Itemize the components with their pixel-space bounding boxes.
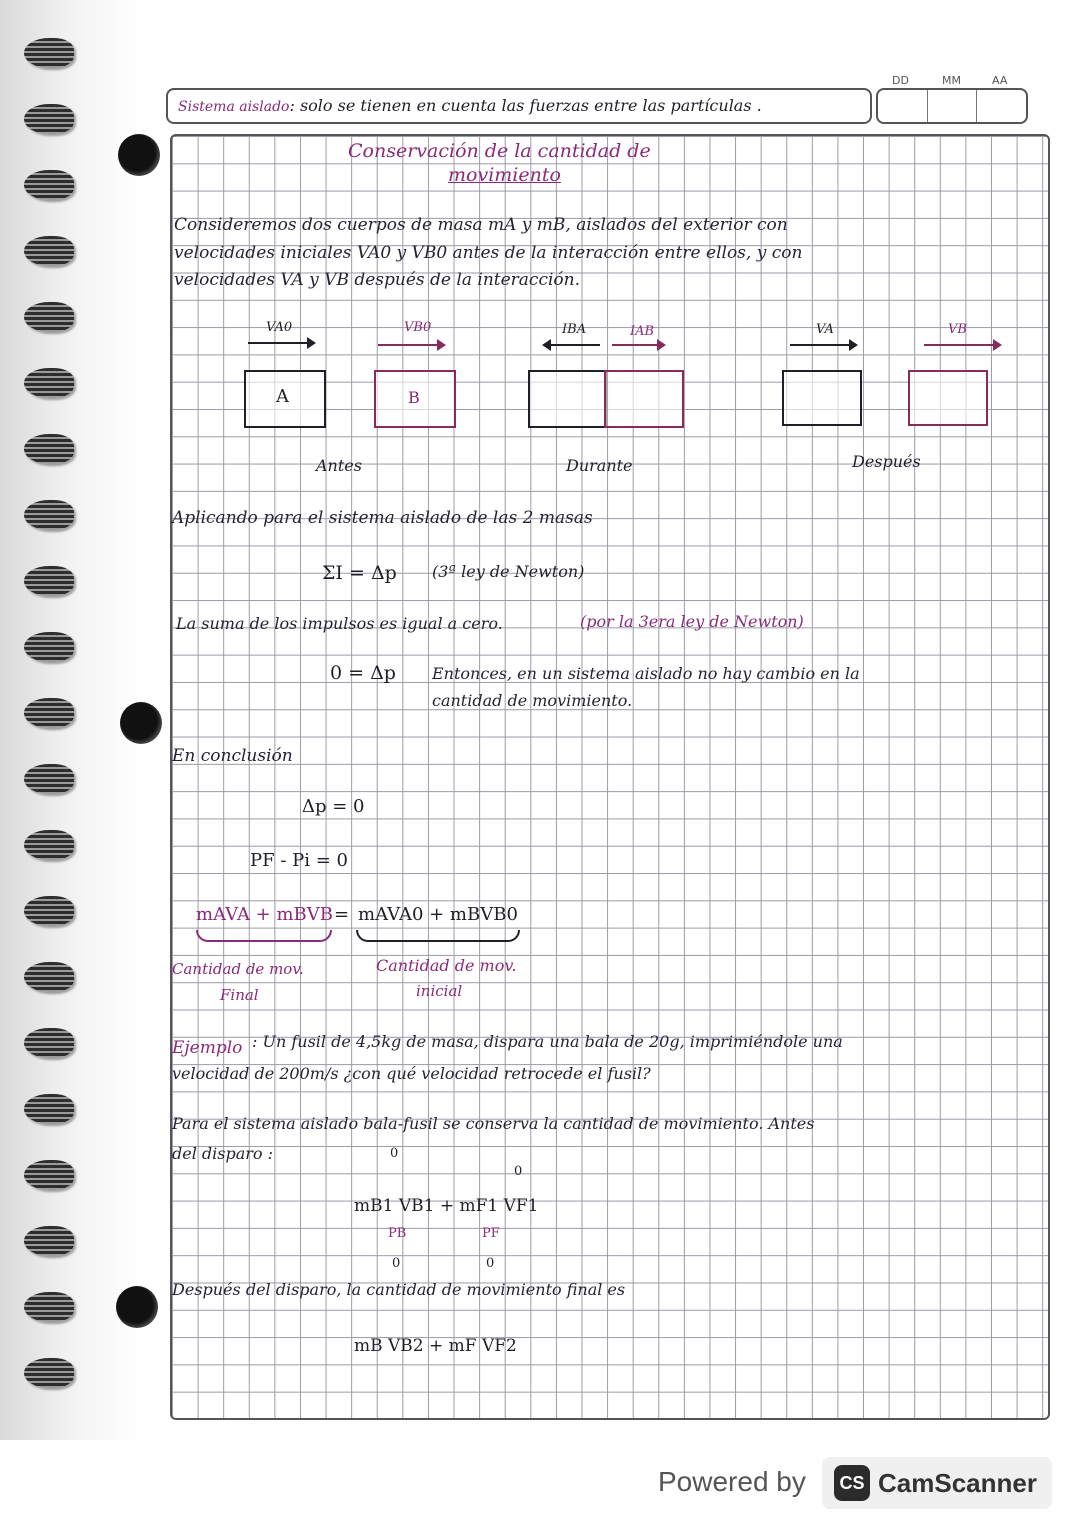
- arrow-va: [790, 344, 856, 346]
- box-b-after: [908, 370, 988, 426]
- label-after: Después: [852, 452, 921, 471]
- date-cell: [878, 90, 928, 122]
- powered-by-text: Powered by: [658, 1466, 806, 1497]
- page-title-line1: Conservación de la cantidad de: [348, 140, 651, 162]
- example-label: Ejemplo: [172, 1038, 243, 1058]
- date-cell: [928, 90, 978, 122]
- box-a-after: [782, 370, 862, 426]
- label-vb: VB: [948, 322, 967, 337]
- box-a-label: A: [276, 386, 289, 407]
- spiral-coil: [24, 632, 74, 662]
- box-b-during: [604, 370, 684, 428]
- spiral-coil: [24, 500, 74, 530]
- spiral-coil: [24, 236, 74, 266]
- spiral-coil: [24, 764, 74, 794]
- then-text-line2: cantidad de movimiento.: [432, 691, 633, 710]
- conclusion-label: En conclusión: [172, 746, 293, 766]
- spiral-coil: [24, 1094, 74, 1124]
- arrow-va0: [248, 342, 314, 344]
- label-vb0: VB0: [404, 320, 432, 335]
- label-iab: IAB: [630, 324, 655, 339]
- label-pb: PB: [388, 1226, 407, 1241]
- spiral-coil: [24, 566, 74, 596]
- label-va0: VA0: [266, 320, 293, 335]
- intro-line-2: velocidades iniciales VA0 y VB0 antes de la interacción entre ellos, y con: [174, 243, 803, 263]
- spiral-coil: [24, 1292, 74, 1322]
- label-during: Durante: [566, 456, 633, 475]
- box-a-before: [244, 370, 326, 428]
- label-iba: IBA: [562, 322, 587, 337]
- example-line1: : Un fusil de 4,5kg de masa, dispara una bala de 20g, imprimiéndole una: [252, 1032, 843, 1051]
- zero-over-mb: 0: [390, 1146, 399, 1161]
- camscanner-brand-name: CamScanner: [878, 1467, 1037, 1498]
- equation-before-shot: mB1 VB1 + mF1 VF1: [354, 1196, 539, 1216]
- definition-text: : solo se tienen en cuenta las fuerzas entre las partículas .: [289, 96, 762, 115]
- equation-pf-pi: PF - Pi = 0: [250, 850, 348, 871]
- arrow-iab: [612, 344, 664, 346]
- arrow-vb: [924, 344, 1000, 346]
- date-box: [876, 88, 1028, 124]
- date-label-year: AA: [992, 74, 1008, 87]
- arrow-iba: [544, 344, 600, 346]
- zero-over-mf: 0: [514, 1164, 523, 1179]
- spiral-coil: [24, 830, 74, 860]
- spiral-coil: [24, 104, 74, 134]
- punch-hole: [118, 134, 160, 176]
- spiral-coil: [24, 698, 74, 728]
- final-momentum-label-1: Cantidad de mov.: [172, 960, 304, 978]
- equation-impulse: ΣI = Δp: [322, 562, 397, 584]
- equation-delta-p-zero: Δp = 0: [302, 796, 365, 817]
- box-b-before: [374, 370, 456, 428]
- label-va: VA: [816, 322, 834, 337]
- spiral-binding: [24, 30, 84, 1430]
- spiral-coil: [24, 302, 74, 332]
- equation-final-momentum: mAVA + mBVB: [196, 904, 333, 925]
- zero-under-pb: 0: [392, 1256, 401, 1271]
- label-pf: PF: [482, 1226, 500, 1241]
- equation-initial-momentum: mAVA0 + mBVB0: [358, 904, 518, 925]
- example-text1: Para el sistema aislado bala-fusil se conserva la cantidad de movimiento. Antes: [172, 1114, 815, 1133]
- impulse-sum-note: (por la 3era ley de Newton): [580, 612, 804, 631]
- label-before: Antes: [316, 456, 362, 475]
- spiral-coil: [24, 38, 74, 68]
- example-line2: velocidad de 200m/s ¿con qué velocidad retrocede el fusil?: [172, 1064, 651, 1083]
- page-title-line2: movimiento: [448, 164, 561, 186]
- after-shot-text: Después del disparo, la cantidad de movimiento final es: [172, 1280, 626, 1299]
- then-text-line1: Entonces, en un sistema aislado no hay cambio en la: [432, 664, 860, 683]
- intro-line-3: velocidades VA y VB después de la interacción.: [174, 270, 580, 290]
- punch-hole: [116, 1286, 158, 1328]
- spiral-coil: [24, 170, 74, 200]
- equation-zero-dp: 0 = Δp: [330, 662, 396, 684]
- arrow-vb0: [378, 344, 444, 346]
- definition-header: [166, 88, 872, 124]
- spiral-coil: [24, 1028, 74, 1058]
- spiral-coil: [24, 1358, 74, 1388]
- punch-hole: [120, 702, 162, 744]
- spiral-coil: [24, 896, 74, 926]
- example-text2: del disparo :: [172, 1144, 274, 1163]
- camscanner-badge-icon: CS: [834, 1465, 870, 1501]
- date-label-month: MM: [942, 74, 961, 87]
- zero-under-pf: 0: [486, 1256, 495, 1271]
- box-a-during: [528, 370, 608, 428]
- brace-final: [196, 930, 332, 942]
- impulse-sum-text: La suma de los impulsos es igual a cero.: [176, 614, 503, 633]
- spiral-coil: [24, 368, 74, 398]
- final-momentum-label-2: Final: [220, 986, 259, 1004]
- camscanner-logo: [822, 1457, 1052, 1509]
- equation-after-shot: mB VB2 + mF VF2: [354, 1336, 517, 1356]
- applying-text: Aplicando para el sistema aislado de las 2 masas: [172, 508, 593, 528]
- equation-impulse-note: (3ª ley de Newton): [432, 562, 585, 581]
- spiral-coil: [24, 1160, 74, 1190]
- box-b-label: B: [408, 388, 420, 407]
- definition-term: Sistema aislado: [178, 99, 290, 115]
- initial-momentum-label-1: Cantidad de mov.: [376, 956, 517, 975]
- spiral-coil: [24, 1226, 74, 1256]
- spiral-coil: [24, 962, 74, 992]
- spiral-coil: [24, 434, 74, 464]
- intro-line-1: Consideremos dos cuerpos de masa mA y mB, aislados del exterior con: [174, 215, 788, 235]
- equation-equals: =: [334, 904, 350, 925]
- brace-initial: [356, 930, 520, 942]
- initial-momentum-label-2: inicial: [416, 982, 463, 1000]
- date-label-day: DD: [892, 74, 909, 87]
- grid-paper: [170, 134, 1050, 1420]
- date-cell: [977, 90, 1026, 122]
